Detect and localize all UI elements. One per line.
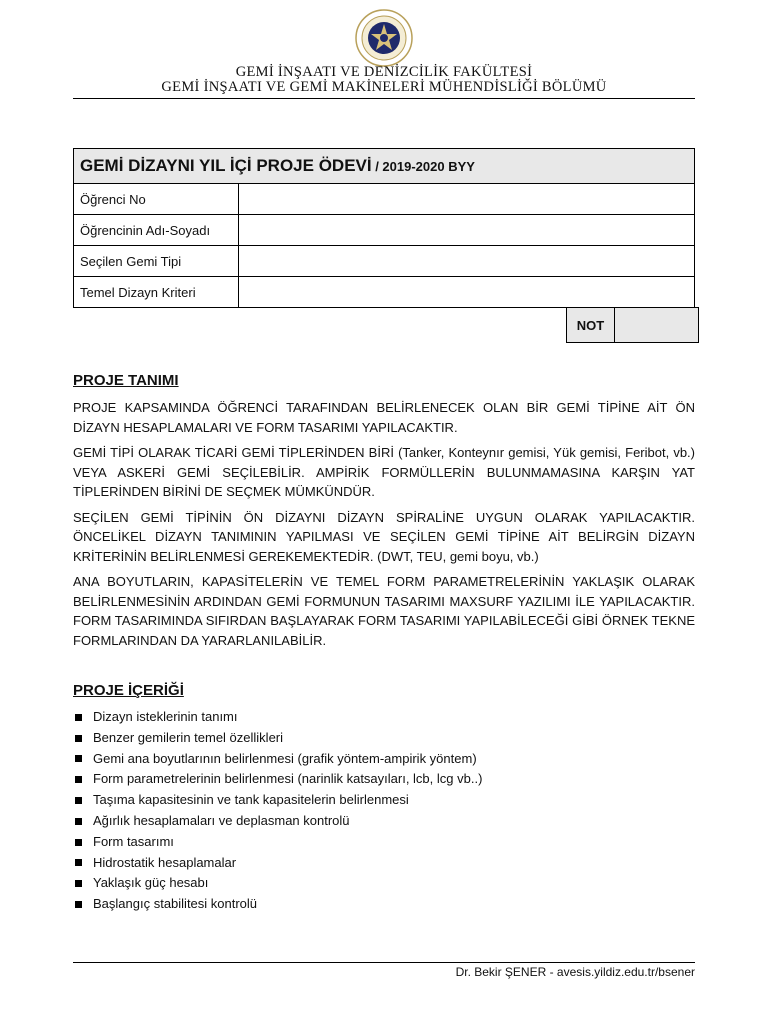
faculty-header [73,65,695,95]
list-item-text: Gemi ana boyutlarının belirlenmesi (grafik yöntem-ampirik yöntem) [93,750,477,766]
description-paragraph: SEÇİLEN GEMİ TİPİNİN ÖN DİZAYNI DİZAYN SPİRALİNE UYGUN OLARAK YAPILACAKTIR. ÖNCELİKEL DİZAYN TANIMININ YAPILMASI VE SEÇİLEN GEMİ TİPİNE AİT BELİRGİN DİZAYN KRİTERİNİN BELİRLENMESİ GEREKEMEKTEDİR. (DWT, TEU, gemi boyu, vb.) [73,509,695,564]
list-item [73,728,695,749]
form-title: GEMİ DİZAYNI YIL İÇİ PROJE ÖDEVİ [80,156,372,175]
list-item [73,707,695,728]
ship-type-field[interactable] [239,246,695,277]
list-item-text: Dizayn isteklerinin tanımı [93,709,238,724]
list-item [73,769,695,790]
bullet-icon [75,901,82,908]
form-row-ship-type [74,246,695,277]
description-paragraph: GEMİ TİPİ OLARAK TİCARİ GEMİ TİPLERİNDEN BİRİ (Tanker, Konteynır gemisi, Yük gemisi, Feribot, vb.) VEYA ASKERİ GEMİ SEÇİLEBİLİR. AMPİRİK FORMÜLLERİN BULUNMAMASINA KARŞIN YAT TİPLERİNDEN BİRİNİ DE SEÇMEK MÜMKÜNDÜR. [73,445,695,499]
design-criterion-field[interactable] [239,277,695,308]
footer-text: Dr. Bekir ŞENER - avesis.yildiz.edu.tr/bsener [455,965,695,979]
content-list [73,707,695,915]
bullet-icon [75,880,82,887]
form-title-cell [74,149,695,184]
list-item-text: Form tasarımı [93,833,174,849]
description-title: PROJE TANIMI [73,372,179,389]
content-title: PROJE İÇERİĞİ [73,682,184,699]
design-criterion-label: Temel Dizayn Kriteri [74,277,239,308]
list-item [73,873,695,894]
department-name: GEMİ İNŞAATI VE GEMİ MAKİNELERİ MÜHENDİSLİĞİ BÖLÜMÜ [161,79,607,95]
bullet-icon [75,859,82,866]
list-item [73,894,695,915]
university-seal-icon [355,9,413,67]
description-paragraph: PROJE KAPSAMINDA ÖĞRENCİ TARAFINDAN BELİRLENECEK OLAN BİR GEMİ TİPİNE AİT ÖN DİZAYN HESAPLAMALARI VE FORM TASARIMI YAPILACAKTIR. [73,400,695,435]
grade-field[interactable] [615,308,699,343]
bullet-icon [75,797,82,804]
list-item [73,811,695,832]
list-item [73,790,695,811]
list-item-text: Ağırlık hesaplamaları ve deplasman kontrolü [93,812,350,828]
list-item-text: Hidrostatik hesaplamalar [93,854,237,870]
student-name-field[interactable] [239,215,695,246]
list-item-text: Form parametrelerinin belirlenmesi (narinlik katsayıları, lcb, lcg vb..) [93,771,483,787]
grade-table [566,307,699,343]
student-no-field[interactable] [239,184,695,215]
list-item-text: Taşıma kapasitesinin ve tank kapasitelerin belirlenmesi [93,792,409,808]
list-item-text: Yaklaşık güç hesabı [93,875,209,891]
list-item [73,749,695,770]
form-subtitle: / 2019-2020 BYY [371,159,475,174]
bullet-icon [75,714,82,721]
list-item-text: Başlangıç stabilitesi kontrolü [93,896,258,912]
header-divider [73,98,695,99]
description-body [73,398,695,656]
ship-type-label: Seçilen Gemi Tipi [74,246,239,277]
student-info-table [73,148,695,308]
bullet-icon [75,776,82,783]
form-row-student-name [74,215,695,246]
list-item [73,832,695,853]
faculty-name: GEMİ İNŞAATI VE DENİZCİLİK FAKÜLTESİ [235,64,533,80]
form-row-design-criterion [74,277,695,308]
form-row-student-no [74,184,695,215]
footer-divider [73,962,695,963]
bullet-icon [75,818,82,825]
bullet-icon [75,735,82,742]
grade-label: NOT [567,308,615,343]
list-item-text: Benzer gemilerin temel özellikleri [93,729,284,745]
student-no-label: Öğrenci No [74,184,239,215]
list-item [73,853,695,874]
bullet-icon [75,839,82,846]
description-paragraph: ANA BOYUTLARIN, KAPASİTELERİN VE TEMEL FORM PARAMETRELERİNİN YAKLAŞIK OLARAK BELİRLENMESİNİN ARDINDAN GEMİ FORMUNUN TASARIMI MAXSURF YAZILIMI İLE YAPILACAKTIR. FORM TASARIMINDA SIFIRDAN BAŞLAYARAK FORM TASARIMI YAPILABİLECEĞİ GİBİ ÖRNEK TEKNE FORMLARINDAN DA YARARLANILABİLİR. [73,574,695,648]
student-name-label: Öğrencinin Adı-Soyadı [74,215,239,246]
bullet-icon [75,755,82,762]
